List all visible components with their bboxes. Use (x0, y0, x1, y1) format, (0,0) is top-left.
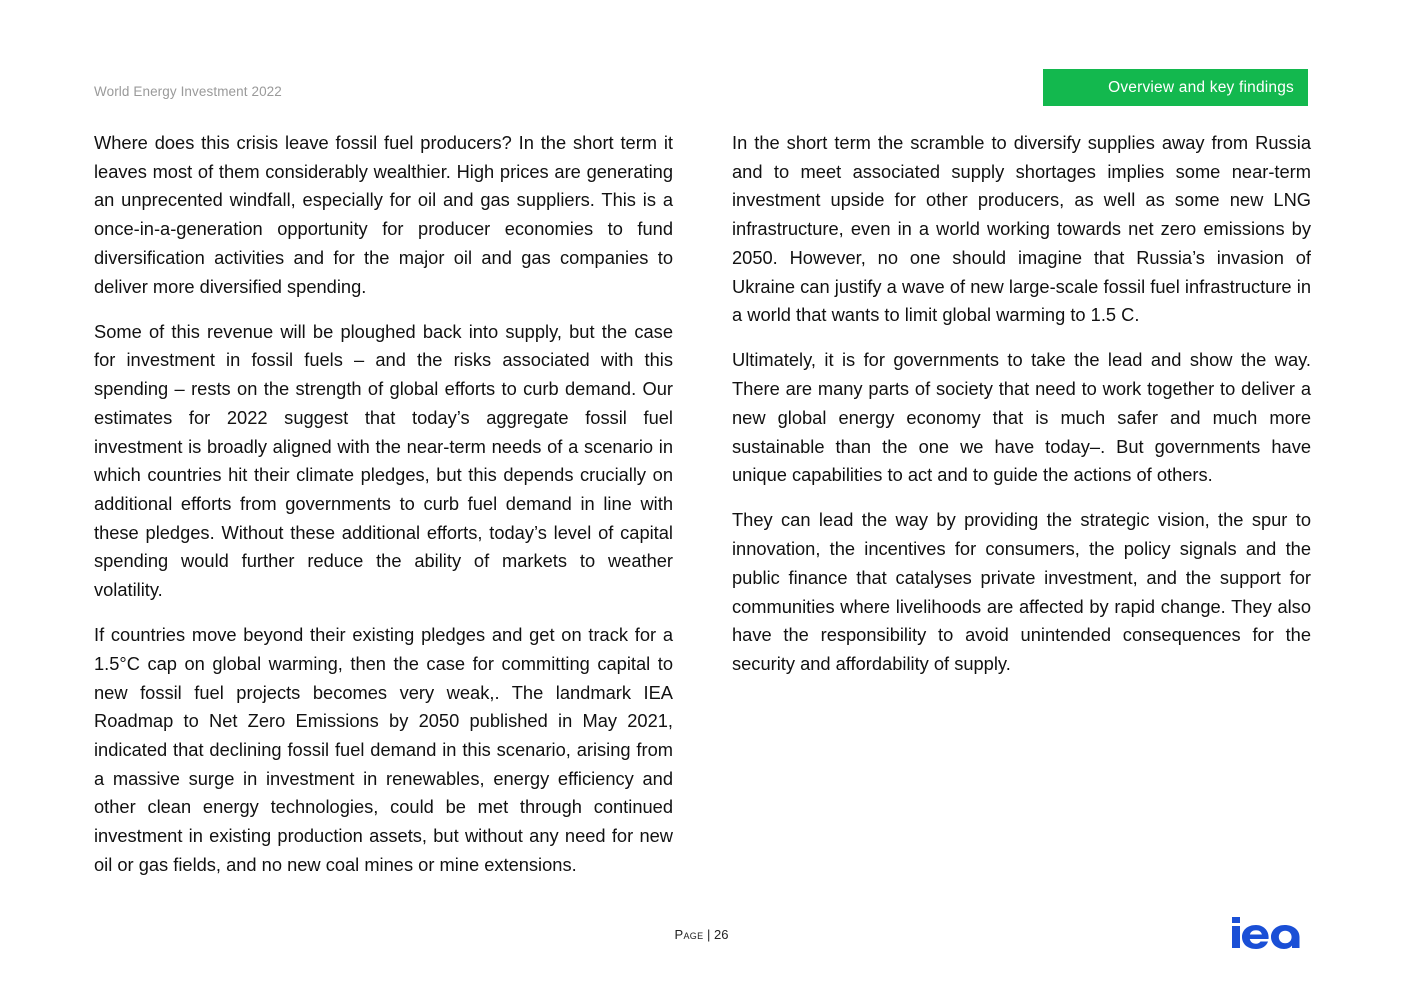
body-paragraph: They can lead the way by providing the strategic vision, the spur to innovation, the incentives for consumers, the policy signals and the public finance that catalyses private investment, and the support for communities where livelihoods are affected by rapid change. They also have the responsibility to avoid unintended consequences for the security and affordability of supply. (732, 509, 1311, 674)
body-paragraph: In the short term the scramble to diversify supplies away from Russia and to meet associated supply shortages implies some near-term investment upside for other producers, as well as some new LNG infrastructure, even in a world working towards net zero emissions by 2050. However, no one should imagine that Russia’s invasion of Ukraine can justify a wave of new large-scale fossil fuel infrastructure in a world that wants to limit global warming to 1.5 C. (732, 132, 1311, 326)
body-paragraph: If countries move beyond their existing pledges and get on track for a 1.5°C cap on global warming, then the case for committing capital to new fossil fuel projects becomes very weak,. The landmark IEA Roadmap to Net Zero Emissions by 2050 published in May 2021, indicated that declining fossil fuel demand in this scenario, arising from a massive surge in investment in renewables, energy efficiency and other clean energy technologies, could be met through continued investment in existing production assets, but without any need for new oil or gas fields, and no new coal mines or mine extensions. (94, 624, 673, 875)
body-paragraph: Some of this revenue will be ploughed back into supply, but the case for investment in fossil fuels – and the risks associated with this spending – rests on the strength of global efforts to curb demand. Our estimates for 2022 suggest that today’s aggregate fossil fuel investment is broadly aligned with the near-term needs of a scenario in which countries hit their climate pledges, but this depends crucially on additional efforts from governments to curb fuel demand in line with these pledges. Without these additional efforts, today’s level of capital spending would further reduce the ability of markets to weather volatility. (94, 320, 673, 601)
body-paragraph: Where does this crisis leave fossil fuel producers? In the short term it leaves most of them considerably wealthier. High prices are generating an unprecented windfall, especially for oil and gas suppliers. This is a once-in-a-generation opportunity for producer economies to fund diversification activities and for the major oil and gas companies to deliver more diversified spending. (94, 132, 673, 297)
page-number-value: 26 (714, 927, 729, 942)
section-tab (1043, 69, 1308, 106)
iea-logo (1232, 914, 1310, 950)
body-paragraph: Ultimately, it is for governments to take the lead and show the way. There are many parts of society that need to work together to deliver a new global energy economy that is much safer and much more sustainable than the one we have today–. But governments have unique capabilities to act and to guide the actions of others. (732, 349, 1311, 486)
right-column (732, 129, 1311, 695)
page-separator: | (707, 927, 711, 942)
section-tab-label: Overview and key findings (1108, 78, 1294, 96)
page-label: Page (674, 927, 704, 942)
left-column (94, 129, 673, 896)
report-title: World Energy Investment 2022 (94, 84, 282, 99)
page-number (0, 927, 1403, 942)
